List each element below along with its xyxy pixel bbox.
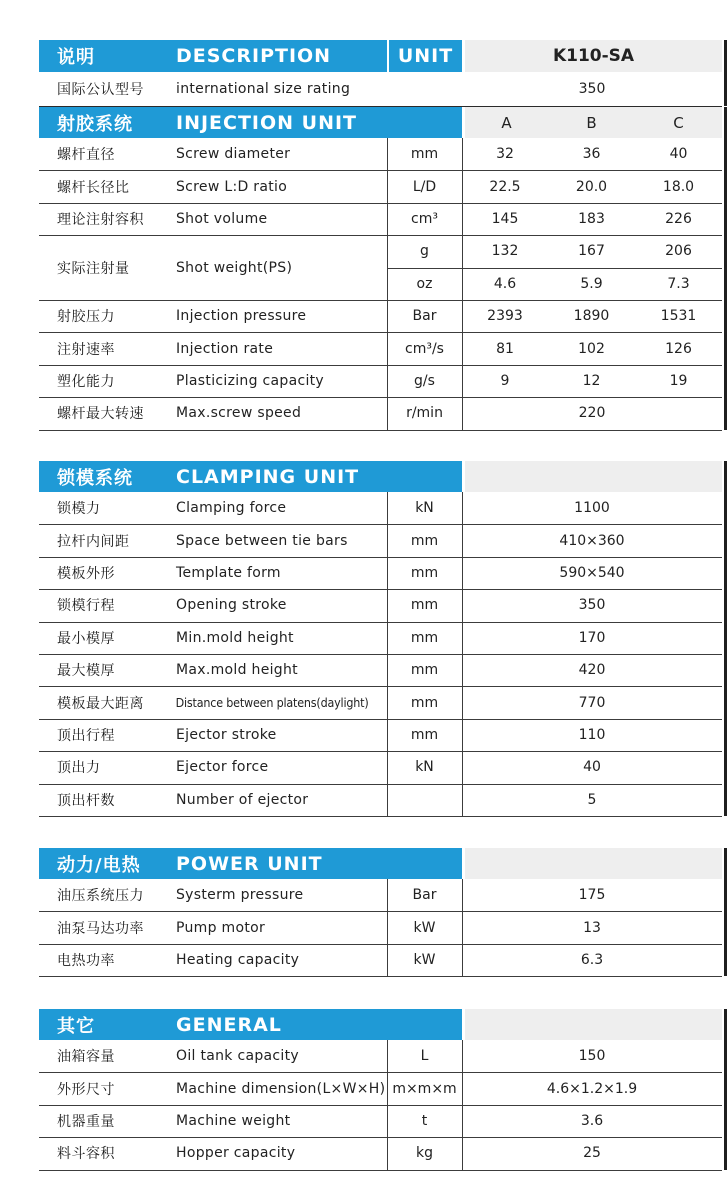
page-edge-strip bbox=[724, 461, 727, 492]
spec-row-zh-injection-shot-volume: 理论注射容积 bbox=[57, 211, 144, 228]
spec-unit-clamping-distance-between-platens-daylight: mm bbox=[410, 694, 439, 711]
spec-row-zh-general-machine-dimension-l-w-h: 外形尺寸 bbox=[57, 1081, 115, 1098]
spec-value-injection-screw-diameter-a: 32 bbox=[496, 146, 514, 163]
spec-value-clamping-template-form: 590×540 bbox=[559, 564, 625, 581]
page-edge-strip bbox=[724, 40, 727, 72]
spec-row-zh-general-oil-tank-capacity: 油箱容量 bbox=[57, 1049, 115, 1066]
spec-value-injection-screw-l-d-ratio-a: 22.5 bbox=[489, 178, 521, 195]
section-power-model-band bbox=[465, 848, 722, 879]
page-edge-strip bbox=[724, 492, 727, 816]
spec-row-en-general-machine-dimension-l-w-h: Machine dimension(L×W×H) bbox=[176, 1080, 386, 1097]
spec-row-en-injection-screw-l-d-ratio: Screw L:D ratio bbox=[176, 178, 288, 195]
spec-row-en-clamping-template-form: Template form bbox=[176, 564, 281, 581]
spec-value-injection-injection-pressure-a: 2393 bbox=[487, 308, 523, 325]
spec-value-injection-shot-weight-ps-a-alt: 4.6 bbox=[493, 275, 517, 292]
section-injection-title-zh: 射胶系统 bbox=[39, 107, 170, 138]
spec-row-en-clamping-max-mold-height: Max.mold height bbox=[176, 662, 298, 679]
value-column-rule-general bbox=[462, 1040, 463, 1170]
spec-row-en-injection-screw-diameter: Screw diameter bbox=[176, 146, 291, 163]
spec-value-injection-plasticizing-capacity-b: 12 bbox=[582, 372, 601, 389]
spec-row-en-clamping-space-between-tie-bars: Space between tie bars bbox=[176, 532, 348, 549]
row-rule-clamping-number-of-ejector bbox=[39, 816, 722, 817]
spec-row-zh-general-machine-weight: 机器重量 bbox=[57, 1113, 115, 1130]
header-description-zh: 说明 bbox=[39, 40, 170, 72]
unit-column-rule-injection bbox=[387, 138, 388, 430]
unit-column-rule-power bbox=[387, 879, 388, 976]
page-edge-strip bbox=[724, 72, 727, 106]
spec-value-injection-injection-pressure-c: 1531 bbox=[660, 308, 697, 325]
spec-value-power-systerm-pressure: 175 bbox=[578, 887, 606, 904]
section-clamping-title-zh: 锁模系统 bbox=[39, 461, 170, 492]
page-edge-strip bbox=[724, 107, 727, 138]
spec-unit-power-heating-capacity: kW bbox=[413, 951, 436, 968]
size-rating-value: 350 bbox=[578, 81, 606, 97]
spec-row-en-injection-shot-volume: Shot volume bbox=[176, 210, 268, 227]
spec-value-injection-injection-rate-c: 126 bbox=[665, 340, 692, 357]
spec-unit-clamping-opening-stroke: mm bbox=[410, 597, 439, 614]
spec-unit-clamping-number-of-ejector bbox=[387, 784, 462, 816]
section-clamping-title-en: CLAMPING UNIT bbox=[170, 461, 462, 492]
spec-row-en-clamping-min-mold-height: Min.mold height bbox=[176, 629, 294, 646]
spec-unit-injection-injection-rate: cm³/s bbox=[405, 340, 444, 357]
spec-value-clamping-max-mold-height: 420 bbox=[578, 662, 606, 679]
spec-value-clamping-ejector-force: 40 bbox=[583, 759, 601, 776]
spec-row-zh-clamping-max-mold-height: 最大模厚 bbox=[57, 663, 115, 680]
spec-row-zh-clamping-ejector-force: 顶出力 bbox=[57, 760, 101, 777]
spec-unit-power-systerm-pressure: Bar bbox=[412, 887, 437, 904]
spec-value-injection-injection-rate-b: 102 bbox=[578, 340, 605, 357]
spec-unit-general-hopper-capacity: kg bbox=[416, 1145, 433, 1162]
screw-column-c: C bbox=[635, 107, 722, 138]
spec-unit-general-machine-weight: t bbox=[421, 1112, 428, 1129]
row-rule-general-hopper-capacity bbox=[39, 1170, 722, 1171]
value-column-rule-injection bbox=[462, 138, 463, 430]
spec-row-en-general-hopper-capacity: Hopper capacity bbox=[176, 1145, 296, 1162]
spec-unit-injection-shot-weight-ps-alt: oz bbox=[416, 275, 433, 292]
spec-unit-general-oil-tank-capacity: L bbox=[420, 1048, 429, 1065]
spec-value-clamping-number-of-ejector: 5 bbox=[587, 791, 597, 808]
spec-row-zh-injection-injection-rate: 注射速率 bbox=[57, 341, 115, 358]
page-edge-strip bbox=[724, 1040, 727, 1170]
spec-value-injection-shot-volume-c: 226 bbox=[665, 210, 692, 227]
spec-row-zh-clamping-ejector-stroke: 顶出行程 bbox=[57, 727, 115, 744]
header-description-en: DESCRIPTION bbox=[170, 40, 387, 72]
spec-row-zh-injection-shot-weight-ps: 实际注射量 bbox=[57, 260, 130, 277]
spec-unit-clamping-ejector-force: kN bbox=[415, 759, 434, 776]
spec-value-injection-plasticizing-capacity-a: 9 bbox=[500, 372, 510, 389]
spec-unit-clamping-template-form: mm bbox=[410, 564, 439, 581]
spec-value-injection-shot-volume-a: 145 bbox=[491, 210, 519, 227]
spec-value-injection-shot-weight-ps-c: 206 bbox=[665, 243, 692, 260]
spec-row-en-injection-injection-rate: Injection rate bbox=[176, 340, 274, 357]
spec-value-power-pump-motor: 13 bbox=[583, 919, 601, 936]
spec-row-zh-clamping-number-of-ejector: 顶出杆数 bbox=[57, 792, 115, 809]
spec-row-en-clamping-distance-between-platens-daylight: Distance between platens(daylight) bbox=[175, 695, 369, 710]
page-edge-strip bbox=[724, 848, 727, 879]
spec-row-en-power-pump-motor: Pump motor bbox=[176, 919, 266, 936]
value-column-rule-power bbox=[462, 879, 463, 976]
spec-value-clamping-ejector-stroke: 110 bbox=[578, 726, 606, 743]
spec-value-general-machine-weight: 3.6 bbox=[580, 1112, 604, 1129]
spec-unit-injection-plasticizing-capacity: g/s bbox=[414, 372, 435, 389]
spec-value-injection-shot-weight-ps-a: 132 bbox=[491, 243, 519, 260]
spec-row-en-general-oil-tank-capacity: Oil tank capacity bbox=[176, 1048, 299, 1065]
spec-row-en-power-systerm-pressure: Systerm pressure bbox=[176, 887, 304, 904]
spec-unit-clamping-min-mold-height: mm bbox=[410, 629, 439, 646]
spec-row-zh-injection-injection-pressure: 射胶压力 bbox=[57, 309, 115, 326]
spec-row-zh-general-hopper-capacity: 料斗容积 bbox=[57, 1146, 115, 1163]
section-power-title-en: POWER UNIT bbox=[170, 848, 462, 879]
screw-column-a: A bbox=[465, 107, 548, 138]
page-edge-strip bbox=[724, 879, 727, 976]
spec-value-general-hopper-capacity: 25 bbox=[583, 1145, 601, 1162]
spec-value-injection-screw-l-d-ratio-b: 20.0 bbox=[575, 178, 608, 195]
spec-unit-injection-injection-pressure: Bar bbox=[412, 308, 437, 325]
row-rule-injection-max-screw-speed bbox=[39, 430, 722, 431]
spec-row-en-clamping-clamping-force: Clamping force bbox=[176, 500, 287, 517]
spec-row-en-injection-max-screw-speed: Max.screw speed bbox=[176, 405, 302, 422]
page-edge-strip bbox=[724, 1009, 727, 1040]
unit-column-rule-clamping bbox=[387, 492, 388, 816]
unit-column-rule-general bbox=[387, 1040, 388, 1170]
spec-value-injection-shot-weight-ps-b: 167 bbox=[578, 243, 605, 260]
spec-row-en-injection-shot-weight-ps: Shot weight(PS) bbox=[176, 259, 293, 276]
spec-value-general-oil-tank-capacity: 150 bbox=[578, 1048, 606, 1065]
spec-row-zh-power-heating-capacity: 电热功率 bbox=[57, 952, 115, 969]
spec-value-injection-injection-rate-a: 81 bbox=[496, 340, 514, 357]
spec-value-injection-plasticizing-capacity-c: 19 bbox=[669, 372, 688, 389]
spec-value-injection-injection-pressure-b: 1890 bbox=[573, 308, 610, 325]
spec-value-clamping-opening-stroke: 350 bbox=[578, 597, 606, 614]
spec-row-zh-injection-plasticizing-capacity: 塑化能力 bbox=[57, 373, 115, 390]
section-general-title-en: GENERAL bbox=[170, 1009, 462, 1040]
spec-unit-injection-screw-diameter: mm bbox=[410, 146, 439, 163]
spec-row-zh-power-systerm-pressure: 油压系统压力 bbox=[57, 888, 144, 905]
spec-row-zh-clamping-template-form: 模板外形 bbox=[57, 565, 115, 582]
spec-unit-clamping-max-mold-height: mm bbox=[410, 662, 439, 679]
spec-value-injection-screw-diameter-b: 36 bbox=[582, 146, 601, 163]
spec-value-clamping-min-mold-height: 170 bbox=[578, 629, 606, 646]
spec-unit-injection-max-screw-speed: r/min bbox=[406, 405, 443, 422]
spec-unit-clamping-ejector-stroke: mm bbox=[410, 726, 439, 743]
spec-unit-clamping-space-between-tie-bars: mm bbox=[410, 532, 439, 549]
spec-value-injection-shot-weight-ps-c-alt: 7.3 bbox=[667, 275, 690, 292]
spec-row-zh-injection-max-screw-speed: 螺杆最大转速 bbox=[57, 406, 144, 423]
section-injection-title-en: INJECTION UNIT bbox=[170, 107, 462, 138]
spec-unit-clamping-clamping-force: kN bbox=[415, 500, 434, 517]
value-column-rule-clamping bbox=[462, 492, 463, 816]
spec-unit-power-pump-motor: kW bbox=[413, 919, 436, 936]
spec-row-zh-injection-screw-l-d-ratio: 螺杆长径比 bbox=[57, 179, 130, 196]
size-rating-en: international size rating bbox=[176, 81, 351, 97]
spec-row-zh-clamping-space-between-tie-bars: 拉杆内间距 bbox=[57, 533, 130, 550]
section-power-title-zh: 动力/电热 bbox=[39, 848, 170, 879]
header-unit: UNIT bbox=[389, 40, 462, 72]
row-rule-power-heating-capacity bbox=[39, 976, 722, 977]
spec-row-zh-clamping-opening-stroke: 锁模行程 bbox=[57, 598, 115, 615]
spec-row-en-clamping-ejector-stroke: Ejector stroke bbox=[176, 726, 277, 743]
page-edge-strip bbox=[724, 138, 727, 430]
section-general-title-zh: 其它 bbox=[39, 1009, 170, 1040]
screw-column-b: B bbox=[548, 107, 635, 138]
spec-row-zh-injection-screw-diameter: 螺杆直径 bbox=[57, 147, 115, 164]
spec-row-en-injection-injection-pressure: Injection pressure bbox=[176, 308, 307, 325]
spec-unit-injection-shot-volume: cm³ bbox=[411, 210, 438, 227]
section-clamping-model-band bbox=[465, 461, 722, 492]
spec-value-injection-shot-weight-ps-b-alt: 5.9 bbox=[580, 275, 603, 292]
spec-row-en-clamping-ejector-force: Ejector force bbox=[176, 759, 269, 776]
spec-unit-injection-shot-weight-ps: g bbox=[420, 243, 429, 260]
spec-value-power-heating-capacity: 6.3 bbox=[580, 951, 604, 968]
spec-row-zh-clamping-distance-between-platens-daylight: 模板最大距离 bbox=[57, 695, 144, 712]
spec-row-en-general-machine-weight: Machine weight bbox=[176, 1112, 291, 1129]
spec-unit-general-machine-dimension-l-w-h: m×m×m bbox=[392, 1080, 457, 1097]
spec-value-clamping-clamping-force: 1100 bbox=[574, 500, 610, 517]
spec-row-zh-power-pump-motor: 油泵马达功率 bbox=[57, 920, 144, 937]
spec-row-en-power-heating-capacity: Heating capacity bbox=[176, 951, 300, 968]
section-general-model-band bbox=[465, 1009, 722, 1040]
size-rating-zh: 国际公认型号 bbox=[57, 82, 144, 98]
spec-row-en-injection-plasticizing-capacity: Plasticizing capacity bbox=[176, 372, 325, 389]
spec-value-injection-screw-diameter-c: 40 bbox=[669, 146, 688, 163]
spec-value-injection-max-screw-speed: 220 bbox=[578, 405, 606, 422]
spec-row-zh-clamping-min-mold-height: 最小模厚 bbox=[57, 630, 115, 647]
spec-value-clamping-space-between-tie-bars: 410×360 bbox=[559, 532, 625, 549]
spec-row-en-clamping-number-of-ejector: Number of ejector bbox=[176, 791, 309, 808]
spec-value-clamping-distance-between-platens-daylight: 770 bbox=[578, 694, 606, 711]
spec-unit-injection-screw-l-d-ratio: L/D bbox=[412, 178, 437, 195]
spec-value-general-machine-dimension-l-w-h: 4.6×1.2×1.9 bbox=[546, 1080, 638, 1097]
header-model: K110-SA bbox=[465, 40, 722, 72]
spec-row-en-clamping-opening-stroke: Opening stroke bbox=[176, 597, 287, 614]
spec-value-injection-shot-volume-b: 183 bbox=[578, 210, 605, 227]
spec-row-zh-clamping-clamping-force: 锁模力 bbox=[57, 501, 101, 518]
spec-value-injection-screw-l-d-ratio-c: 18.0 bbox=[662, 178, 695, 195]
